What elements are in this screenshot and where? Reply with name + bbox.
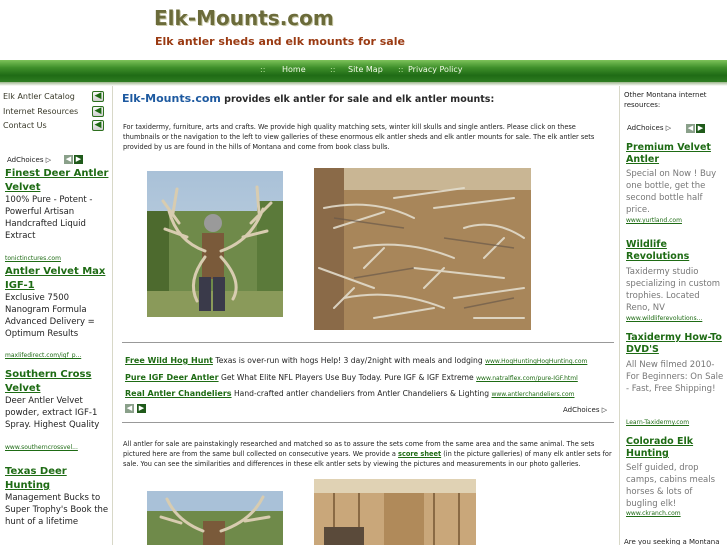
- left-ad-title-antler-velvet-max[interactable]: Antler Velvet Max IGF-1: [5, 266, 106, 291]
- right-ad-url[interactable]: Learn-Taxidermy.com: [626, 419, 690, 426]
- text-ad-url[interactable]: www.natralflex.com/pure-IGF.html: [476, 375, 578, 382]
- right-sidebar-footer-text: Are you seeking a Montana: [624, 538, 720, 545]
- left-ad-url[interactable]: tonictinctures.com: [5, 255, 61, 262]
- arrow-left-icon[interactable]: ◀: [92, 91, 104, 102]
- main-content: [114, 86, 619, 545]
- left-ad-title-finest-deer-antler-velvet[interactable]: Finest Deer Antler Velvet: [5, 168, 109, 193]
- nav-home-link[interactable]: Home: [282, 65, 306, 74]
- right-ad-text: All New filmed 2010-For Beginners: On Sale - Fast, Free Shipping!: [626, 360, 724, 394]
- nav-separator: ::: [330, 65, 336, 74]
- elk-antler-photo-pile[interactable]: [314, 168, 531, 330]
- sidebar-link-internet-resources[interactable]: Internet Resources: [3, 107, 79, 116]
- left-ad-text: 100% Pure - Potent - Powerful Artisan Handcrafted Liquid Extract: [5, 195, 93, 241]
- intro-paragraph: For taxidermy, furniture, arts and crafts. We provide high quality matching sets, winter kill skulls and single antlers. Please click on these thumbnails or the navigation to the left to view galleries of these enormous elk antler sheds and elk antler mounts for sale. The elk antler sets provided by us are found in the hills of Montana and come from book class bulls.: [123, 123, 595, 151]
- left-ad-text: Exclusive 7500 Nanogram Formula Advanced Delivery = Optimum Results: [5, 293, 95, 339]
- nav-separator: ::: [398, 65, 404, 74]
- site-header: [0, 0, 727, 60]
- left-ad-url[interactable]: www.southerncrossvel...: [5, 444, 78, 451]
- elk-antler-photo-man-2[interactable]: [147, 491, 283, 545]
- right-ad-title-colorado-elk-hunting[interactable]: Colorado Elk Hunting: [626, 436, 694, 459]
- text-ad-row: Pure IGF Deer Antler Get What Elite NFL Players Use Buy Today. Pure IGF & IGF Extreme www.natralflex.com/pure-IGF.html: [125, 373, 578, 382]
- site-tagline: Elk antler sheds and elk mounts for sale: [155, 35, 405, 48]
- text-ad-url[interactable]: www.antlerchandeliers.com: [491, 391, 575, 398]
- right-ad-url[interactable]: www.wildliferevolutions...: [626, 315, 703, 322]
- left-ad-title-texas-deer-hunting[interactable]: Texas Deer Hunting: [5, 466, 67, 491]
- text-ad-row: Real Antler Chandeliers Hand-crafted antler chandeliers from Antler Chandeliers & Lighting www.antlerchandeliers.com: [125, 389, 575, 398]
- text-ad-title-real-antler-chandeliers[interactable]: Real Antler Chandeliers: [125, 389, 232, 398]
- adchoices-triangle-icon: ▷: [665, 124, 672, 132]
- text-ad-row: Free Wild Hog Hunt Texas is over-run with hogs Help! 3 day/2night with meals and lodging www.HogHuntingHogHunting.com: [125, 356, 588, 365]
- right-ad-text: Special on Now ! Buy one bottle, get the second bottle half price.: [626, 169, 717, 215]
- site-logo-title[interactable]: Elk-Mounts.com: [154, 6, 334, 30]
- adchoices-label[interactable]: AdChoices ▷: [7, 156, 52, 164]
- elk-antler-photo-man[interactable]: [147, 171, 283, 317]
- divider: [122, 422, 614, 423]
- divider: [122, 342, 614, 343]
- ad-prev-icon[interactable]: ◀: [126, 404, 133, 412]
- right-ad-text: Self guided, drop camps, cabins meals horses & lots of bugling elk!: [626, 463, 716, 509]
- elk-antler-photo-room[interactable]: [314, 479, 476, 545]
- arrow-left-icon[interactable]: ◀: [92, 106, 104, 117]
- text-ad-title-pure-igf-deer-antler[interactable]: Pure IGF Deer Antler: [125, 373, 219, 382]
- top-navigation-bar: [0, 60, 727, 82]
- ad-prev-icon[interactable]: ◀: [687, 124, 694, 132]
- right-ad-title-wildlife-revolutions[interactable]: Wildlife Revolutions: [626, 239, 690, 262]
- ad-next-icon[interactable]: ▶: [138, 404, 145, 412]
- right-sidebar-heading: Other Montana internet resources:: [624, 91, 707, 109]
- left-ad-url[interactable]: maxlifedirect.com/igf_p...: [5, 352, 82, 359]
- right-ad-title-taxidermy-how-to-dvds[interactable]: Taxidermy How-To DVD'S: [626, 332, 722, 355]
- ad-prev-icon[interactable]: ◀: [65, 155, 72, 163]
- left-ad-text: Deer Antler Velvet powder, extract IGF-1 Spray. Highest Quality: [5, 396, 100, 430]
- text-ad-url[interactable]: www.HogHuntingHogHunting.com: [485, 358, 588, 365]
- body-paragraph: All antler for sale are painstakingly researched and matched so as to assure the sets come from the same area and the same animal. The sets pictured here are from the same bull collected on consecutive years. We provide a score sheet (in the picture galleries) of many elk antler sets for sale. You can see the similarities and differences in these elk antler sets by viewing the pictures and measurements in our photo galleries.: [123, 440, 612, 468]
- ad-next-icon[interactable]: ▶: [697, 124, 704, 132]
- right-ad-text: Taxidermy studio specializing in custom trophies. Located Reno, NV: [626, 267, 721, 313]
- main-heading: Elk-Mounts.com provides elk antler for sale and elk antler mounts:: [122, 92, 495, 105]
- right-sidebar: [619, 86, 727, 545]
- right-ad-url[interactable]: www.ckranch.com: [626, 510, 681, 517]
- adchoices-label[interactable]: AdChoices ▷: [563, 406, 608, 414]
- left-ad-text: Management Bucks to Super Trophy's Book the hunt of a lifetime: [5, 493, 109, 527]
- adchoices-label[interactable]: AdChoices ▷: [627, 124, 672, 132]
- nav-separator: ::: [260, 65, 266, 74]
- adchoices-triangle-icon: ▷: [601, 406, 608, 414]
- text-ad-title-free-wild-hog-hunt[interactable]: Free Wild Hog Hunt: [125, 356, 213, 365]
- arrow-left-icon[interactable]: ◀: [92, 120, 104, 131]
- nav-privacy-link[interactable]: Privacy Policy: [408, 65, 463, 74]
- score-sheet-link[interactable]: score sheet: [398, 450, 442, 458]
- right-ad-url[interactable]: www.yurtland.com: [626, 217, 682, 224]
- right-ad-title-premium-velvet-antler[interactable]: Premium Velvet Antler: [626, 142, 711, 165]
- left-sidebar: [0, 86, 113, 545]
- nav-sitemap-link[interactable]: Site Map: [348, 65, 383, 74]
- left-ad-title-southern-cross-velvet[interactable]: Southern Cross Velvet: [5, 369, 92, 394]
- ad-next-icon[interactable]: ▶: [75, 155, 82, 163]
- sidebar-link-contact-us[interactable]: Contact Us: [3, 121, 47, 130]
- sidebar-link-elk-antler-catalog[interactable]: Elk Antler Catalog: [3, 92, 75, 101]
- adchoices-triangle-icon: ▷: [45, 156, 52, 164]
